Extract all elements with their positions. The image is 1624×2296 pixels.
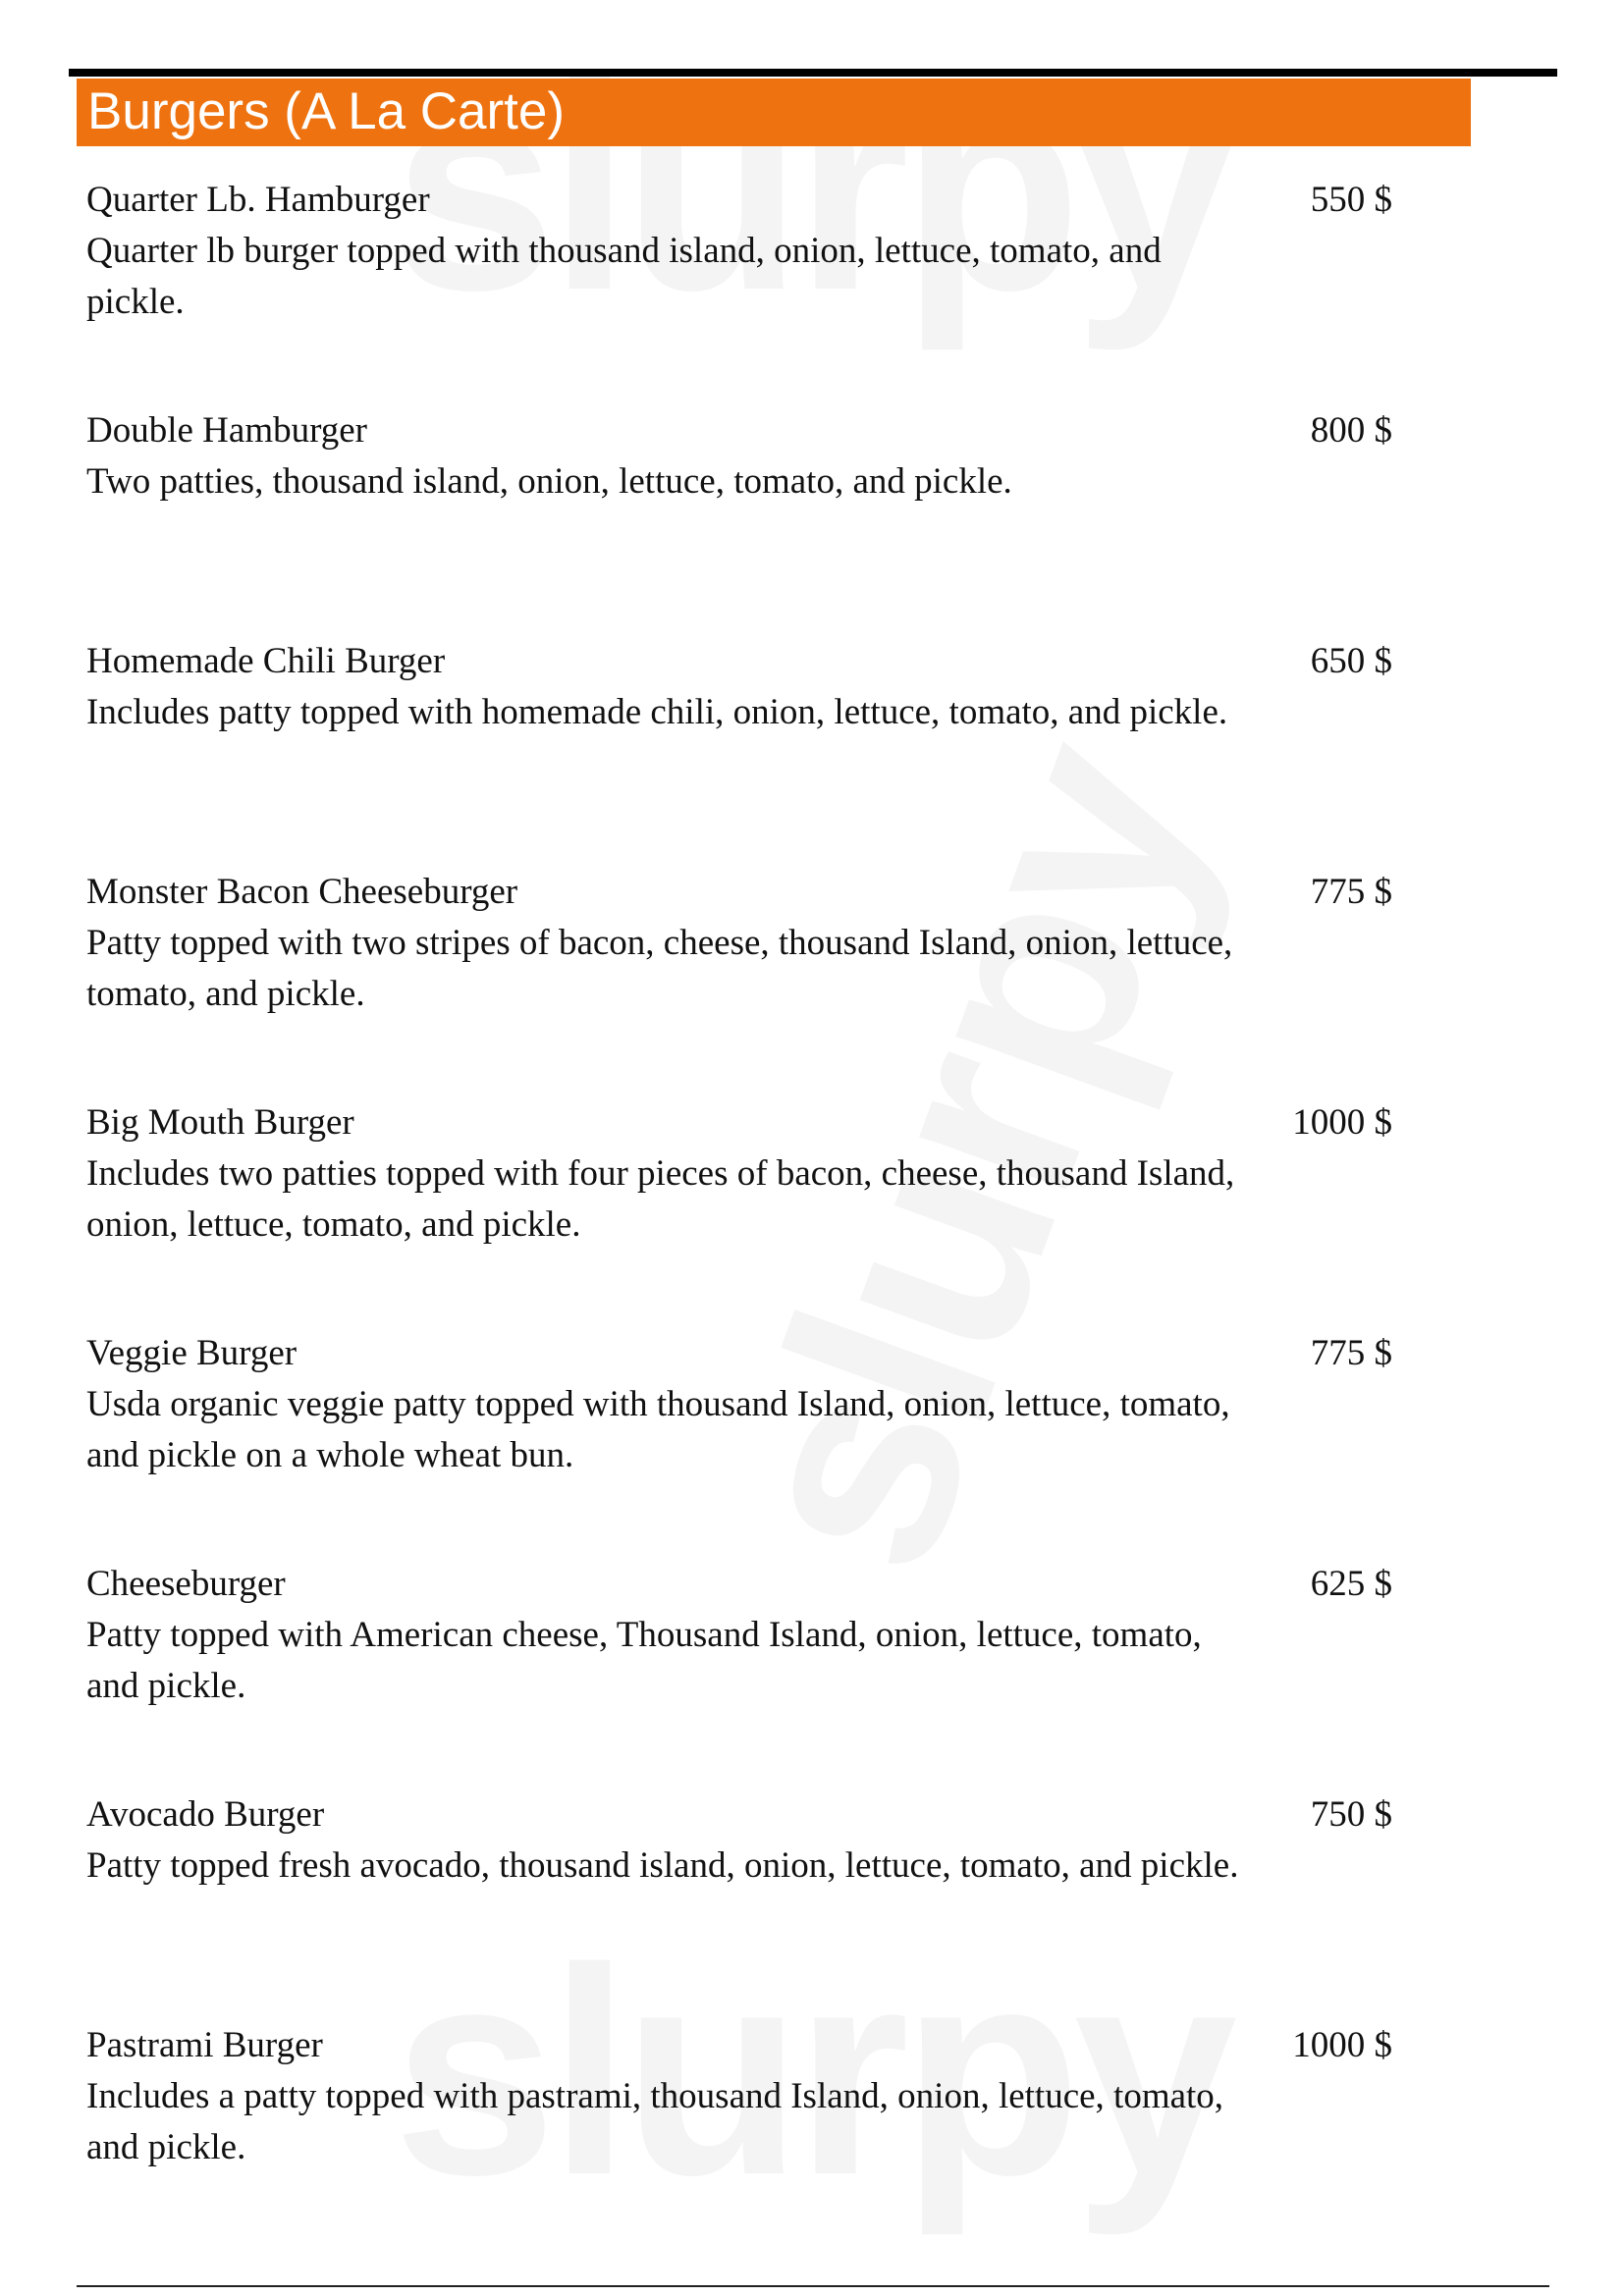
item-description: Usda organic veggie patty topped with thousand Island, onion, lettuce, tomato, and pickle on a whole wheat bun. <box>86 1384 1230 1475</box>
menu-item <box>86 2020 1392 2251</box>
item-name: Cheeseburger <box>86 1564 286 1604</box>
item-name: Avocado Burger <box>86 1794 325 1835</box>
item-price: 625 $ <box>1310 1564 1392 1604</box>
item-price: 775 $ <box>1310 1333 1392 1373</box>
item-description: Patty topped fresh avocado, thousand island, onion, lettuce, tomato, and pickle. <box>86 1845 1239 1886</box>
item-price: 750 $ <box>1310 1794 1392 1835</box>
item-description: Patty topped with American cheese, Thousand Island, onion, lettuce, tomato, and pickle. <box>86 1615 1202 1706</box>
menu-item <box>86 1097 1392 1328</box>
item-name: Double Hamburger <box>86 410 367 451</box>
item-name: Quarter Lb. Hamburger <box>86 180 430 220</box>
bottom-divider <box>77 2285 1549 2287</box>
item-description: Quarter lb burger topped with thousand island, onion, lettuce, tomato, and pickle. <box>86 231 1162 322</box>
item-description: Two patties, thousand island, onion, lettuce, tomato, and pickle. <box>86 461 1012 502</box>
menu-list <box>86 175 1392 2251</box>
item-name: Big Mouth Burger <box>86 1102 354 1143</box>
item-description: Includes two patties topped with four pieces of bacon, cheese, thousand Island, onion, lettuce, tomato, and pickle. <box>86 1153 1235 1245</box>
item-description: Includes patty topped with homemade chili, onion, lettuce, tomato, and pickle. <box>86 692 1228 732</box>
item-price: 775 $ <box>1310 872 1392 912</box>
top-divider <box>69 69 1557 77</box>
item-name: Veggie Burger <box>86 1333 298 1373</box>
item-name: Homemade Chili Burger <box>86 641 446 681</box>
item-description: Includes a patty topped with pastrami, thousand Island, onion, lettuce, tomato, and pickle. <box>86 2076 1224 2167</box>
item-price: 1000 $ <box>1292 2025 1392 2065</box>
item-price: 650 $ <box>1310 641 1392 681</box>
item-price: 800 $ <box>1310 410 1392 451</box>
menu-item <box>86 175 1392 405</box>
section-title: Burgers (A La Carte) <box>87 82 566 140</box>
item-price: 550 $ <box>1310 180 1392 220</box>
menu-item <box>86 1789 1392 2020</box>
item-name: Pastrami Burger <box>86 2025 323 2065</box>
menu-item <box>86 636 1392 867</box>
menu-item <box>86 1559 1392 1789</box>
item-description: Patty topped with two stripes of bacon, cheese, thousand Island, onion, lettuce, tomato, and pickle. <box>86 923 1233 1014</box>
item-price: 1000 $ <box>1292 1102 1392 1143</box>
menu-item <box>86 1328 1392 1559</box>
item-name: Monster Bacon Cheeseburger <box>86 872 518 912</box>
menu-item <box>86 405 1392 636</box>
section-header <box>77 79 1471 146</box>
menu-item <box>86 867 1392 1097</box>
